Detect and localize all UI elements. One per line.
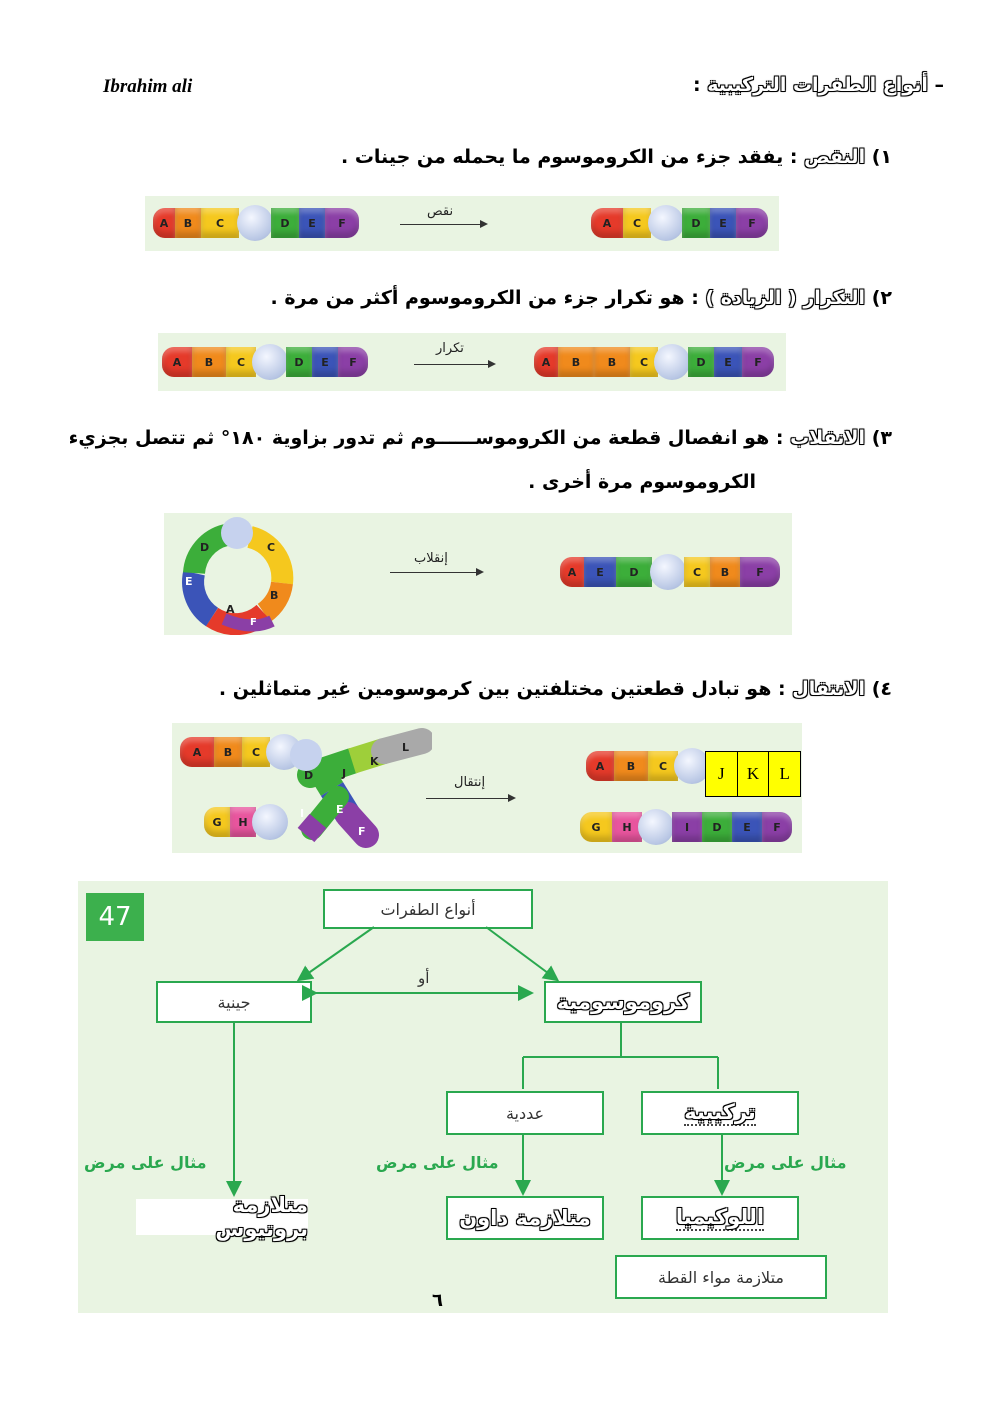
item-text: : هو انفصال قطعة من الكروموســــــوم ثم تدور بزاوية ١٨٠° ثم تتصل بجزيء [68, 427, 791, 449]
gene-b: B [558, 347, 594, 377]
gene-d: D [286, 347, 312, 377]
gene-h: H [612, 812, 642, 842]
duplication-label: تكرار [436, 341, 464, 356]
centromere [648, 205, 684, 241]
centromere [252, 804, 288, 840]
gene-c: C [684, 557, 710, 587]
item-number: ٤) [871, 678, 892, 700]
gene-a: A [226, 603, 235, 616]
item-translocation [219, 678, 892, 700]
gene-a: A [162, 347, 192, 377]
down-label: متلازمة داون [459, 1206, 591, 1230]
centromere [654, 344, 690, 380]
numerical-box: عددية [446, 1091, 604, 1135]
translocated-segment-box [705, 751, 801, 797]
gene-c: C [201, 208, 239, 238]
inversion-label: إنقلاب [414, 551, 448, 566]
gene-a: A [591, 208, 623, 238]
gene-e: E [584, 557, 616, 587]
gene-c: C [623, 208, 651, 238]
gene-b: B [710, 557, 740, 587]
gene-a: A [560, 557, 584, 587]
item-term: الانتقال [792, 678, 866, 700]
leukemia-label: اللوكيميا [675, 1205, 765, 1229]
or-label: أو [418, 969, 430, 987]
gene-g: G [204, 807, 230, 837]
author-name: Ibrahim ali [103, 76, 193, 97]
gene-f: F [742, 347, 774, 377]
gene-a: A [180, 737, 214, 767]
item-text: : هو تبادل قطعتين مختلفتين بين كرموسومين غير متماثلين . [218, 678, 793, 700]
gene-f: F [325, 208, 359, 238]
gene-d: D [271, 208, 299, 238]
translocation-diagram [172, 723, 802, 853]
gene-f: F [338, 347, 368, 377]
gene-j: J [718, 764, 725, 783]
deletion-label: نقص [427, 204, 454, 219]
example-label-right: مثال على مرض [724, 1153, 847, 1172]
gene-g: G [580, 812, 612, 842]
right-arrow-icon [400, 224, 486, 225]
gene-a: A [153, 208, 175, 238]
item-deletion [341, 146, 892, 168]
gene-i: I [300, 807, 305, 820]
ring-chromosome [172, 513, 302, 635]
gene-f: F [250, 617, 257, 628]
gene-e: E [714, 347, 742, 377]
gene-d: D [200, 541, 210, 554]
item-number: ٢) [871, 287, 892, 309]
gene-d: D [616, 557, 652, 587]
gene-c: C [242, 737, 270, 767]
gene-c: C [226, 347, 256, 377]
item-duplication [271, 287, 892, 309]
crossing-chromosomes [282, 723, 432, 853]
gene-c: C [630, 347, 658, 377]
gene-b: B [192, 347, 226, 377]
cri-du-chat-box: متلازمة مواء القطة [615, 1255, 827, 1299]
gene-a: A [586, 751, 614, 781]
gene-c: C [648, 751, 678, 781]
page-number: ٦ [432, 1290, 443, 1311]
gene-e: E [710, 208, 736, 238]
centromere [252, 344, 288, 380]
structural-label: تركيبية [684, 1100, 756, 1124]
example-label-left: مثال على مرض [84, 1153, 207, 1172]
gene-d: D [682, 208, 710, 238]
gene-k: K [737, 752, 769, 796]
gene-b-duplicate: B [594, 347, 630, 377]
gene-l: L [768, 752, 800, 796]
item-text: : يفقد جزء من الكروموسوم ما يحمله من جينات . [341, 146, 805, 168]
gene-f: F [740, 557, 780, 587]
gene-b: B [270, 589, 279, 602]
gene-l: L [402, 741, 410, 754]
gene-b: B [214, 737, 242, 767]
gene-f: F [358, 825, 366, 838]
gene-d: D [688, 347, 714, 377]
right-arrow-icon [390, 572, 482, 573]
gene-f: F [762, 812, 792, 842]
gene-e: E [185, 575, 193, 588]
gene-b: B [175, 208, 201, 238]
gene-d: D [702, 812, 732, 842]
gene-e: E [312, 347, 338, 377]
gene-mutation-box: جينية [156, 981, 312, 1023]
inversion-diagram [164, 513, 792, 635]
proteus-label: متلازمة بروتيوس [215, 1193, 308, 1241]
title-suffix: : [693, 74, 708, 96]
example-label-mid: مثال على مرض [376, 1153, 499, 1172]
gene-c: C [267, 541, 276, 554]
centromere [237, 205, 273, 241]
title-dash: – [934, 74, 944, 96]
item-number: ١) [871, 146, 892, 168]
title-text: أنواع الطفرات التركيبية [707, 74, 928, 96]
gene-e: E [336, 803, 344, 816]
gene-a: A [534, 347, 558, 377]
gene-e: E [299, 208, 325, 238]
centromere [638, 809, 674, 845]
section-title [693, 74, 944, 96]
gene-h: H [230, 807, 256, 837]
structural-box [641, 1091, 799, 1135]
chromosomal-label: كروموسومية [556, 990, 690, 1014]
centromere [650, 554, 686, 590]
gene-i: I [672, 812, 702, 842]
right-arrow-icon [426, 798, 514, 799]
item-inversion-line2: الكروموسوم مرة أخرى . [528, 471, 756, 493]
gene-e: E [732, 812, 762, 842]
page-badge: 47 [86, 893, 144, 941]
item-term: الانقلاب [790, 427, 866, 449]
gene-f: F [736, 208, 768, 238]
root-box: أنواع الطفرات [323, 889, 533, 929]
gene-d: D [304, 769, 314, 782]
item-inversion [69, 427, 892, 449]
item-number: ٣) [871, 427, 892, 449]
item-term: النقص [804, 146, 866, 168]
proteus-box [136, 1193, 308, 1241]
down-box [446, 1196, 604, 1240]
gene-b: B [614, 751, 648, 781]
mutation-types-flowchart [78, 881, 888, 1313]
item-text: : هو تكرار جزء من الكروموسوم أكثر من مرة . [270, 287, 706, 309]
right-arrow-icon [414, 364, 494, 365]
item-term: التكرار ( الزيادة ) [705, 287, 866, 309]
translocation-label: إنتقال [454, 775, 486, 790]
leukemia-box [641, 1196, 799, 1240]
deletion-diagram [145, 196, 779, 251]
chromosomal-mutation-box [544, 981, 702, 1023]
gene-j: J [342, 767, 347, 780]
gene-k: K [370, 755, 379, 768]
duplication-diagram [158, 333, 786, 391]
